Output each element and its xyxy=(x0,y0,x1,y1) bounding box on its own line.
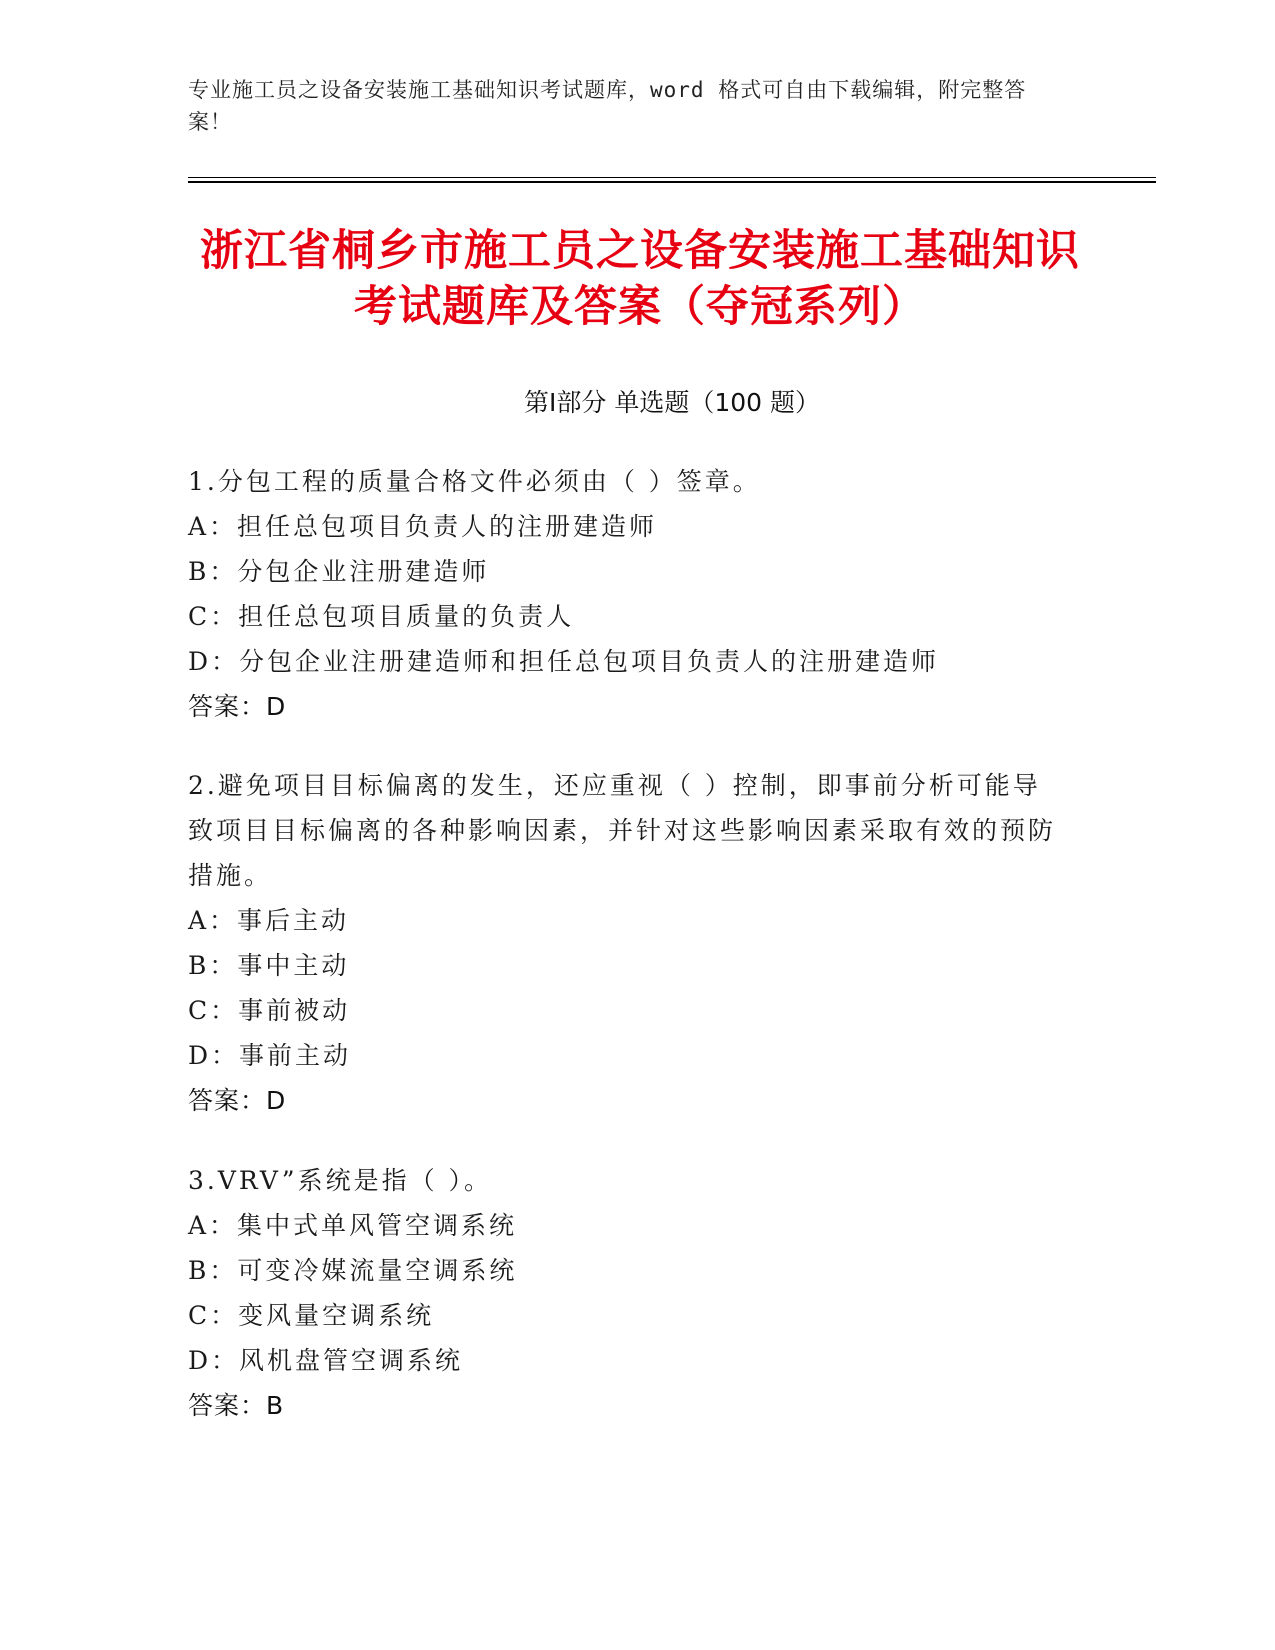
option-c: C：担任总包项目质量的负责人 xyxy=(188,602,575,631)
option-d: D：事前主动 xyxy=(188,1041,352,1070)
option-c: C：事前被动 xyxy=(188,996,351,1025)
option-b: B：可变冷媒流量空调系统 xyxy=(188,1256,518,1285)
header-note: 专业施工员之设备安装施工基础知识考试题库，word 格式可自由下载编辑，附完整答案！ xyxy=(188,78,1027,134)
document-title: 浙江省桐乡市施工员之设备安装施工基础知识考试题库及答案（夺冠系列） xyxy=(200,226,1080,332)
answer: 答案：D xyxy=(188,692,287,721)
question-stem: 1.分包工程的质量合格文件必须由（ ）签章。 xyxy=(188,467,761,496)
option-a: A：事后主动 xyxy=(188,906,350,935)
option-d: D：风机盘管空调系统 xyxy=(188,1346,464,1375)
question-stem: 3.VRV”系统是指（ ）。 xyxy=(188,1166,493,1195)
question-2 xyxy=(188,763,1068,1123)
section-heading: 第Ⅰ部分 单选题（100 题） xyxy=(524,388,820,417)
question-stem: 2.避免项目目标偏离的发生，还应重视（ ）控制，即事前分析可能导致项目目标偏离的各种影响因素，并针对这些影响因素采取有效的预防措施。 xyxy=(188,771,1057,890)
option-b: B：事中主动 xyxy=(188,951,350,980)
option-d: D：分包企业注册建造师和担任总包项目负责人的注册建造师 xyxy=(188,647,940,676)
option-a: A：担任总包项目负责人的注册建造师 xyxy=(188,512,658,541)
header-rule-thick xyxy=(188,181,1156,183)
option-a: A：集中式单风管空调系统 xyxy=(188,1211,518,1240)
question-1 xyxy=(188,459,1068,729)
option-c: C：变风量空调系统 xyxy=(188,1301,435,1330)
option-b: B：分包企业注册建造师 xyxy=(188,557,490,586)
answer: 答案：B xyxy=(188,1391,285,1420)
header-rule-thin xyxy=(188,177,1156,178)
answer: 答案：D xyxy=(188,1086,287,1115)
question-3 xyxy=(188,1158,1068,1428)
